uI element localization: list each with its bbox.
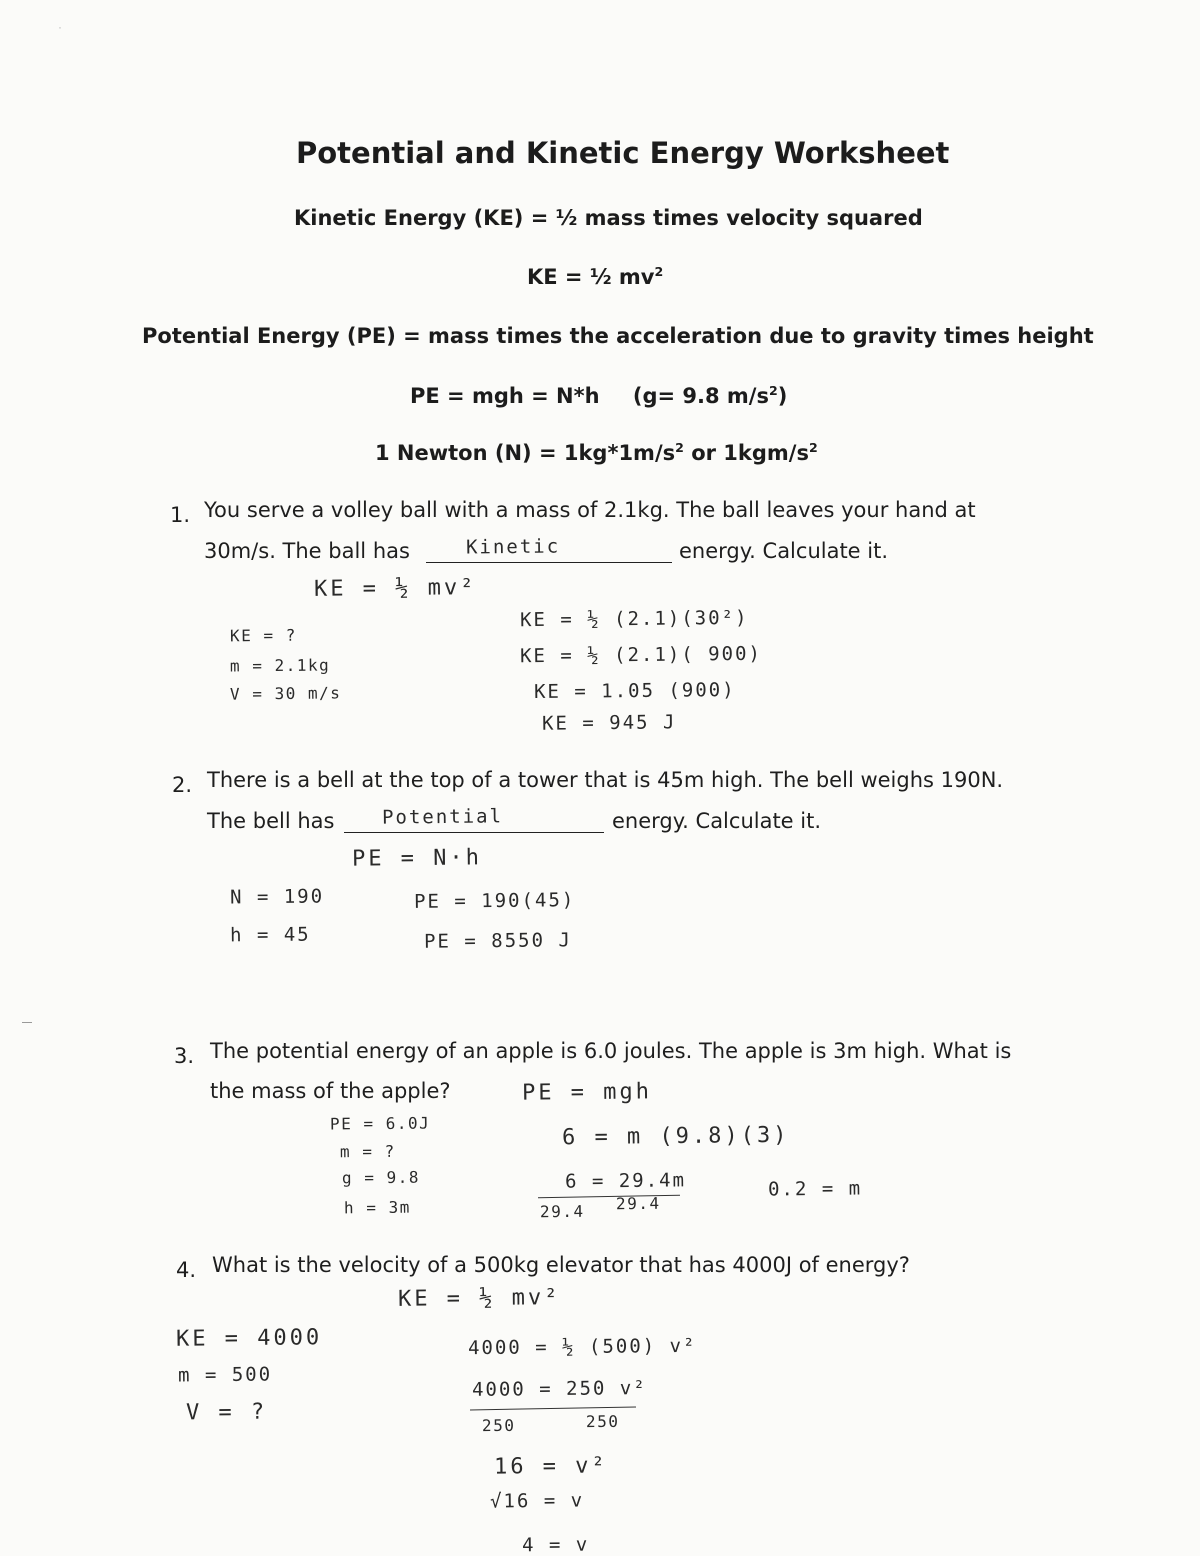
q1-given-v: V = 30 m/s [229,683,342,704]
q3-given-pe: PE = 6.0J [329,1113,431,1134]
gravity-value: (g= 9.8 $m/s^2$) [632,383,788,408]
q1-number: 1. [170,503,191,527]
q1-work-formula: KE = ½ mv² [313,575,477,602]
q4-given-m: m = 500 [177,1363,273,1387]
q4-step-4: √16 = v [489,1489,585,1513]
q4-step-2: 4000 = 250 v² [471,1377,647,1401]
q3-number: 3. [174,1044,195,1068]
q4-step-5: 4 = v [521,1533,590,1556]
q2-answer: Potential [381,805,504,829]
q2-step-2: PE = 8550 J [423,929,572,953]
q3-text-line1: The potential energy of an apple is 6.0 joules. The apple is 3m high. What is [210,1039,1012,1063]
q2-work-formula: PE = N·h [351,845,483,872]
pe-formula-text: PE = mgh = N*h [410,384,600,408]
q2-text-line2-pre: The bell has [207,809,335,833]
q3-result: 0.2 = m [767,1177,863,1201]
q4-number: 4. [176,1258,197,1282]
newton-definition: 1 Newton $(N) = 1kg*1m/s^2$ or $1kgm/s^2$ [375,440,818,465]
q3-work-formula: PE = mgh [521,1079,653,1106]
q4-divisor-left: 250 [481,1415,516,1436]
q3-divisor-left: 29.4 [539,1201,585,1222]
scan-edge-mark [22,1022,32,1023]
q3-given-m: m = ? [339,1141,396,1162]
scan-artifact: · [58,20,62,34]
q1-step-4: KE = 945 J [541,711,677,735]
q3-text-line2: the mass of the apple? [210,1079,451,1103]
q2-number: 2. [172,773,193,797]
q1-text-line2-pre: 30m/s. The ball has [204,539,410,563]
q4-step-3: 16 = v² [493,1453,608,1480]
q3-given-g: g = 9.8 [341,1167,421,1188]
ke-formula-sup: 2 [654,264,664,279]
q1-answer: Kinetic [465,535,561,559]
q3-divisor-right: 29.4 [615,1193,661,1214]
page-title: Potential and Kinetic Energy Worksheet [296,136,950,170]
q2-text-line2-post: energy. Calculate it. [612,809,822,833]
q3-step-2: 6 = 29.4m [564,1169,687,1193]
q1-text-line2-post: energy. Calculate it. [679,539,889,563]
q1-step-2: KE = ½ (2.1)( 900) [519,642,763,668]
q1-given-ke: KE = ? [229,625,297,646]
q1-step-1: KE = ½ (2.1)(30²) [519,606,749,632]
ke-formula [527,265,663,289]
pe-formula [410,384,787,408]
ke-definition: Kinetic Energy (KE) = ½ mass times velocity squared [294,206,923,230]
q1-text-line1: You serve a volley ball with a mass of 2.1kg. The ball leaves your hand at [204,498,976,522]
q4-divisor-right: 250 [585,1411,620,1432]
q1-given-m: m = 2.1kg [229,655,331,676]
q3-given-h: h = 3m [343,1197,411,1218]
q3-step-1: 6 = m (9.8)(3) [561,1122,790,1151]
q4-step-1: 4000 = ½ (500) v² [467,1334,697,1360]
q4-work-formula: KE = ½ mv² [397,1285,561,1312]
q1-step-3: KE = 1.05 (900) [533,678,736,704]
q4-fraction-bar [470,1407,636,1411]
q2-answer-blank [344,832,604,833]
q4-text-line1: What is the velocity of a 500kg elevator that has 4000J of energy? [212,1253,910,1277]
q4-given-ke: KE = 4000 [175,1325,323,1352]
q2-text-line1: There is a bell at the top of a tower that is 45m high. The bell weighs 190N. [207,768,1004,792]
q2-given-n: N = 190 [229,885,325,909]
q2-given-h: h = 45 [229,923,311,947]
ke-formula-text: KE = ½ mv [527,265,655,289]
pe-definition: Potential Energy (PE) = mass times the acceleration due to gravity times height [142,324,1094,348]
q2-step-1: PE = 190(45) [413,889,576,913]
q1-answer-blank [426,562,672,563]
q4-given-v: V = ? [185,1399,268,1426]
